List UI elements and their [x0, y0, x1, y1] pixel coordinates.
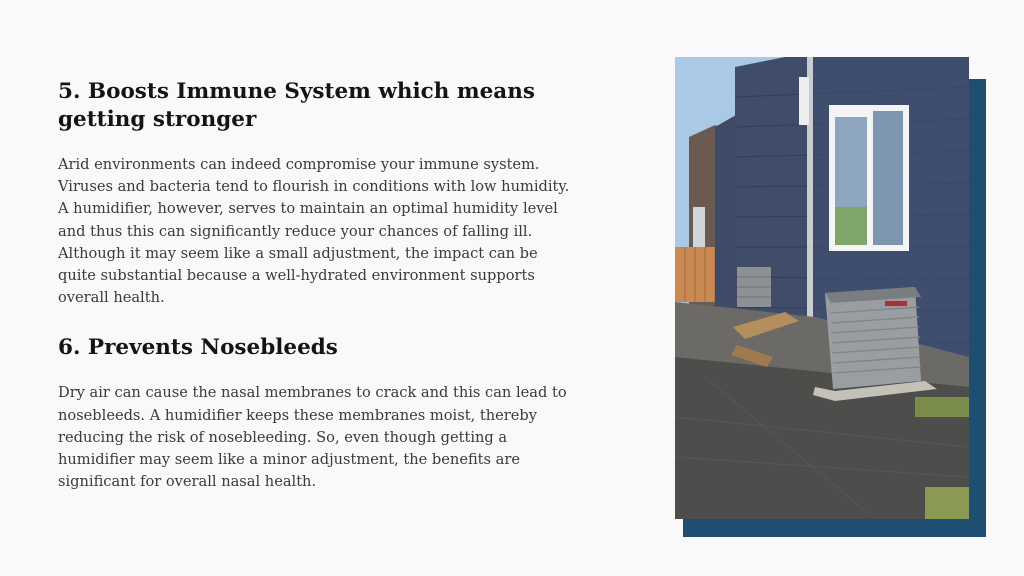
section-body-immune: Arid environments can indeed compromise your immune system. Viruses and bacteria tend to flourish in conditions with low humidity. A humidifier, however, serves to maintain an optimal humidity level and thus this can significantly reduce your chances of falling ill. Although it may seem like a small adjustment, the impact can be quite substantial because a well-hydrated environment supports overall health.: [58, 156, 570, 307]
section-title-nosebleeds: 6. Prevents Nosebleeds: [58, 335, 338, 361]
photo-frame: [675, 57, 986, 537]
section-title-immune: 5. Boosts Immune System which means getting stronger: [58, 79, 535, 132]
article-content: [58, 78, 578, 493]
section-body-nosebleeds: Dry air can cause the nasal membranes to crack and this can lead to nosebleeds. A humidifier keeps these membranes moist, thereby reducing the risk of nosebleeding. So, even though getting a humidifier may seem like a minor adjustment, the benefits are significant for overall nasal health.: [58, 384, 567, 491]
house-ac-unit-photo: [675, 57, 969, 519]
